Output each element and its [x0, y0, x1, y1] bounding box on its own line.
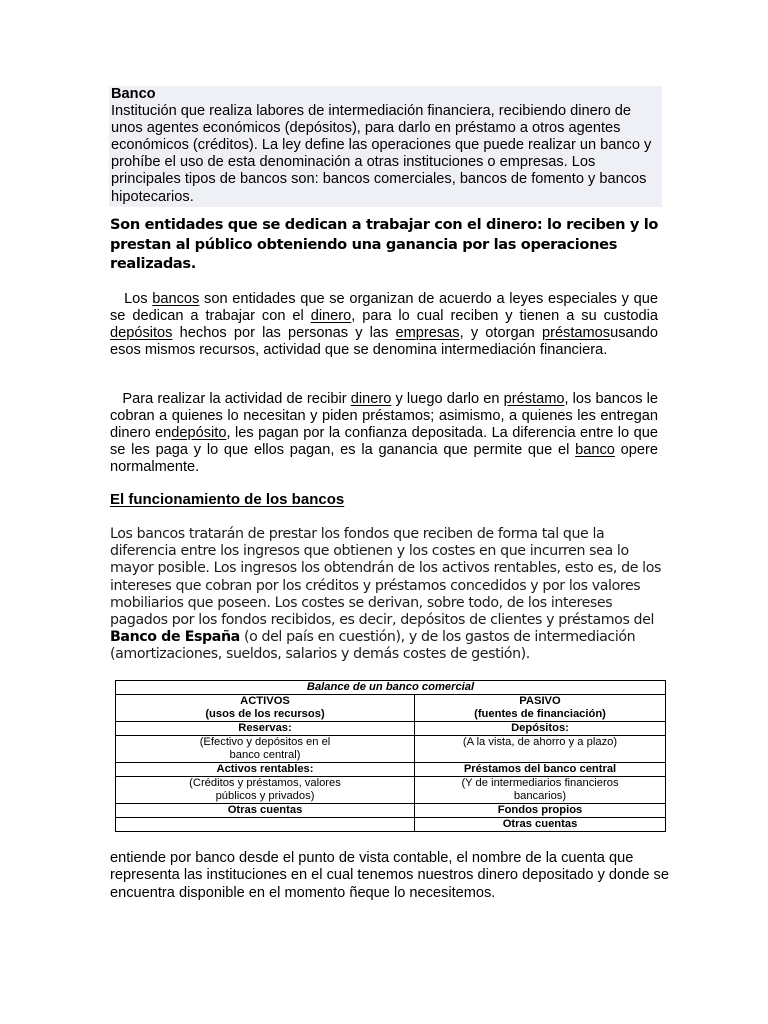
activos-rentables-note-cell — [116, 777, 415, 804]
text-run: Para realizar la actividad de recibir — [122, 391, 351, 407]
definition-text: Institución que realiza labores de intermediación financiera, recibiendo dinero de unos agentes económicos (depósitos), para darlo en préstamo a otros agentes económicos (créditos). La ley define las operaciones que puede realizar un banco y prohíbe el uso de esta denominación a otras instituciones o empresas. Los principales tipos de bancos son: bancos comerciales, bancos de fomento y bancos hipotecarios. — [111, 103, 652, 205]
paragraph-actividad — [110, 391, 658, 476]
section-heading: El funcionamiento de los bancos — [110, 491, 345, 508]
fondos-propios-cell: Fondos propios — [415, 804, 666, 818]
activos-subheader: (usos de los recursos) — [205, 708, 325, 720]
link-empresas[interactable]: empresas — [395, 325, 460, 342]
bold-banco-espana: Banco de España — [110, 629, 240, 646]
link-bancos[interactable]: bancos — [152, 291, 200, 307]
otras-cuentas-left-cell: Otras cuentas — [116, 804, 415, 818]
otras-cuentas-right-cell: Otras cuentas — [415, 818, 666, 832]
definition-box — [109, 86, 662, 207]
activos-rentables-cell: Activos rentables: — [116, 763, 415, 777]
text-run: hechos por las personas y las — [172, 325, 396, 342]
text-run: , para lo cual reciben y tienen a su custodia — [351, 308, 658, 325]
activos-rentables-note: (Créditos y préstamos, valores públicos y privados) — [189, 777, 341, 802]
text-run: (o del país en cuestión), y de los gastos de intermediación (amortizaciones, sueldos, salarios y demás costes de gestión). — [110, 629, 636, 663]
prestamos-bc-cell: Préstamos del banco central — [415, 763, 666, 777]
link-deposito[interactable]: depósito — [171, 425, 227, 442]
activos-header-cell — [116, 695, 415, 722]
link-banco[interactable]: banco — [575, 442, 615, 459]
text-run: , y otorgan — [459, 325, 542, 342]
bold-intro-paragraph: Son entidades que se dedican a trabajar con el dinero: lo reciben y lo prestan al público obteniendo una ganancia por las operaciones realizadas. — [110, 216, 659, 272]
reservas-cell: Reservas: — [116, 722, 415, 736]
pasivo-subheader: (fuentes de financiación) — [474, 708, 606, 720]
paragraph-bancos — [110, 291, 658, 359]
text-run: , los bancos le cobran a quienes lo necesitan y piden préstamos; asimismo, a quienes les entregan dinero en — [110, 391, 659, 442]
depositos-cell: Depósitos: — [415, 722, 666, 736]
text-run: usando esos mismos recursos, actividad que se denomina intermediación financiera. — [110, 325, 658, 359]
paragraph-contable: entiende por banco desde el punto de vista contable, el nombre de la cuenta que representa las instituciones en el cual tenemos nuestros dinero depositado y donde se encuentra disponible en el momento ñeque lo necesitemos. — [110, 850, 669, 901]
text-run: y luego darlo en — [391, 391, 504, 407]
paragraph-funcionamiento — [110, 526, 670, 664]
empty-cell — [116, 818, 415, 832]
link-dinero[interactable]: dinero — [310, 308, 352, 325]
definition-title: Banco — [111, 86, 156, 102]
text-run: opere normalmente. — [110, 442, 658, 476]
link-prestamo[interactable]: préstamo — [503, 391, 565, 407]
text-run: Los — [124, 291, 153, 307]
reservas-note-cell — [116, 736, 415, 763]
pasivo-header: PASIVO — [519, 695, 561, 707]
activos-header: ACTIVOS — [240, 695, 290, 707]
depositos-note-cell: (A la vista, de ahorro y a plazo) — [415, 736, 666, 763]
pasivo-header-cell — [415, 695, 666, 722]
prestamos-bc-note: (Y de intermediarios financieros bancarios) — [461, 777, 619, 802]
link-prestamos[interactable]: préstamos — [541, 325, 611, 342]
text-run: Los bancos tratarán de prestar los fondos que reciben de forma tal que la diferencia entre los ingresos que obtienen y los costes en que incurren sea lo mayor posible. Los ingresos los obtendrán de los activos rentables, esto es, de los intereses que cobran por los créditos y préstamos concedidos y por los valores mobiliarios que poseen. Los costes se derivan, sobre todo, de los intereses pagados por los fondos recibidos, es decir, depósitos de clientes y préstamos del — [110, 526, 661, 629]
balance-table — [115, 680, 666, 832]
reservas-note: (Efectivo y depósitos en el banco central) — [199, 736, 331, 761]
text-run: , les pagan por la confianza depositada. La diferencia entre lo que se les paga y lo que ellos pagan, es la ganancia que permite que el — [110, 425, 658, 459]
link-depositos[interactable]: depósitos — [110, 325, 173, 342]
balance-table-title: Balance de un banco comercial — [116, 681, 666, 695]
prestamos-bc-note-cell — [415, 777, 666, 804]
text-run: son entidades que se organizan de acuerdo a leyes especiales y que se dedican a trabajar con el — [110, 291, 658, 325]
link-dinero-2[interactable]: dinero — [350, 391, 392, 407]
